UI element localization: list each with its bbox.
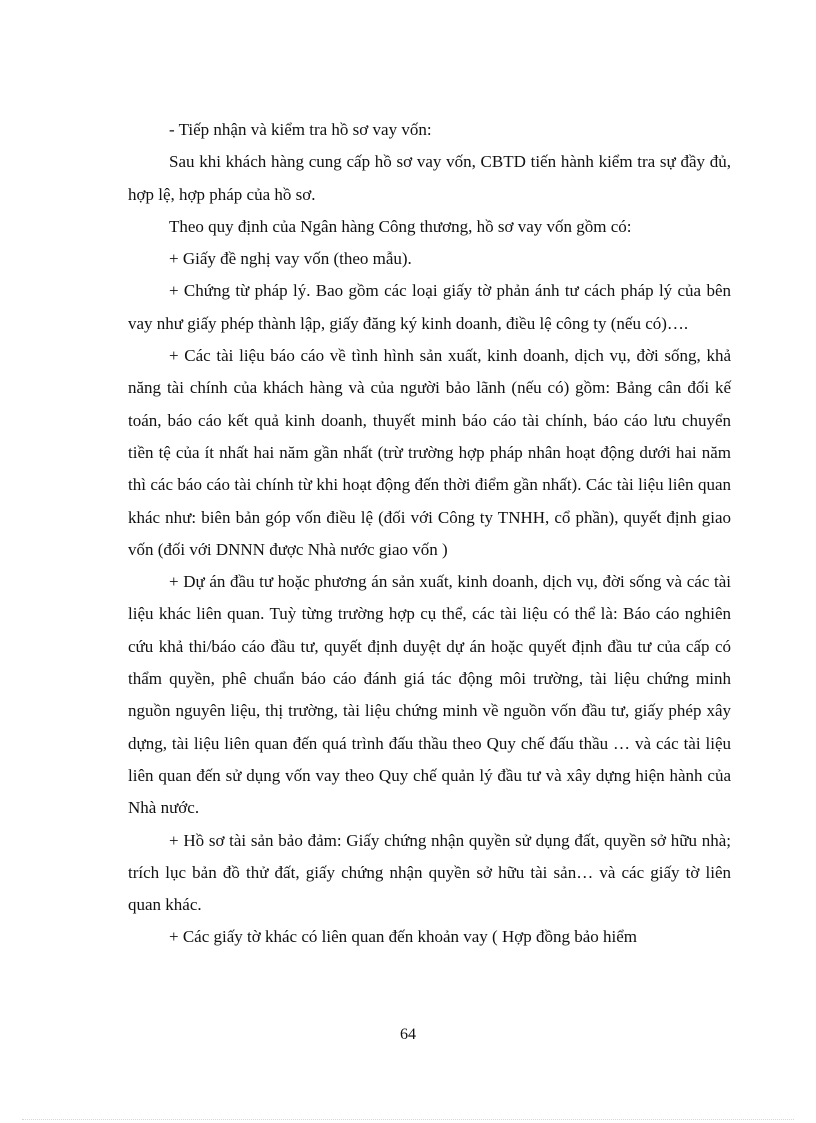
list-item: + Hồ sơ tài sản bảo đảm: Giấy chứng nhận quyền sử dụng đất, quyền sở hữu nhà; trích lục bản đồ thử đất, giấy chứng nhận quyền sở hữu tài sản… và các giấy tờ liên quan khác. <box>128 830 731 915</box>
page-bottom-divider <box>22 1119 794 1120</box>
paragraph: Theo quy định của Ngân hàng Công thương, hồ sơ vay vốn gồm có: <box>169 216 632 236</box>
list-item: + Các giấy tờ khác có liên quan đến khoản vay ( Hợp đồng bảo hiểm <box>169 927 638 947</box>
page-body <box>128 114 731 954</box>
list-item: + Giấy đề nghị vay vốn (theo mẫu). <box>169 249 412 269</box>
section-heading: - Tiếp nhận và kiểm tra hồ sơ vay vốn: <box>169 120 432 139</box>
paragraph: Sau khi khách hàng cung cấp hồ sơ vay vốn, CBTD tiến hành kiểm tra sự đầy đủ, hợp lệ, hợp pháp của hồ sơ. <box>128 152 731 204</box>
page-number: 64 <box>400 1026 416 1043</box>
list-item: + Dự án đầu tư hoặc phương án sản xuất, kinh doanh, dịch vụ, đời sống và các tài liệu khác liên quan. Tuỳ từng trường hợp cụ thể, các tài liệu có thể là: Báo cáo nghiên cứu khả thi/báo cáo đầu tư, quyết định duyệt dự án hoặc quyết định đầu tư của cấp có thẩm quyền, phê chuẩn báo cáo đánh giá tác động môi trường, tài liệu chứng minh nguồn nguyên liệu, thị trường, tài liệu chứng minh về nguồn vốn đầu tư, giấy phép xây dựng, tài liệu liên quan đến quá trình đấu thầu theo Quy chế đấu thầu … và các tài liệu liên quan đến sử dụng vốn vay theo Quy chế quản lý đầu tư và xây dựng hiện hành của Nhà nước. <box>128 572 731 818</box>
list-item: + Các tài liệu báo cáo về tình hình sản xuất, kinh doanh, dịch vụ, đời sống, khả năng tài chính của khách hàng và của người bảo lãnh (nếu có) gồm: Bảng cân đối kế toán, báo cáo kết quả kinh doanh, thuyết minh báo cáo tài chính, báo cáo lưu chuyển tiền tệ của ít nhất hai năm gần nhất (trừ trường hợp pháp nhân hoạt động dưới hai năm thì các báo cáo tài chính từ khi hoạt động đến thời điểm gần nhất). Các tài liệu liên quan khác như: biên bản góp vốn điều lệ (đối với Công ty TNHH, cổ phần), quyết định giao vốn (đối với DNNN được Nhà nước giao vốn ) <box>128 346 731 559</box>
list-item: + Chứng từ pháp lý. Bao gồm các loại giấy tờ phản ánh tư cách pháp lý của bên vay như giấy phép thành lập, giấy đăng ký kinh doanh, điều lệ công ty (nếu có)…. <box>128 281 731 333</box>
